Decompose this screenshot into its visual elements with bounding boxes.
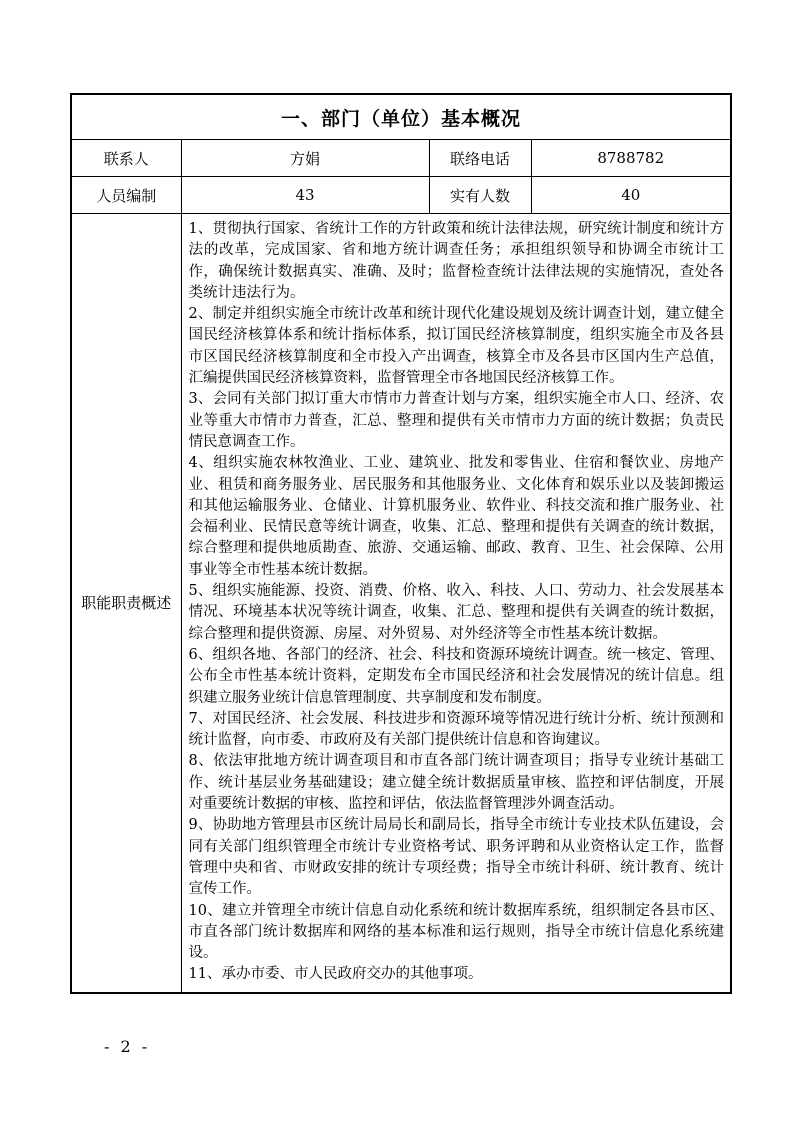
actual-staff-label: 实有人数 <box>429 177 531 214</box>
duty-item: 6、组织各地、各部门的经济、社会、科技和资源环境统计调查。统一核定、管理、公布全市性基本统计资料，定期发布全市国民经济和社会发展情况的统计信息。组织建立服务业统计信息管理制度、共享制度和发布制度。 <box>188 646 725 706</box>
duty-item: 5、组织实施能源、投资、消费、价格、收入、科技、人口、劳动力、社会发展基本情况、环境基本状况等统计调查，收集、汇总、整理和提供有关调查的统计数据，综合整理和提供资源、房屋、对外贸易、对外经济等全市性基本统计数据。 <box>188 583 725 642</box>
duty-item: 2、制定并组织实施全市统计改革和统计现代化建设规划及统计调查计划，建立健全国民经济核算体系和统计指标体系，拟订国民经济核算制度，组织实施全市及各县市区国民经济核算制度和全市投入产出调查，核算全市及各县市区国内生产总值，汇编提供国民经济核算资料，监督管理全市各地国民经济核算工作。 <box>188 306 725 387</box>
phone-label: 联络电话 <box>429 140 531 177</box>
duty-item: 11、承办市委、市人民政府交办的其他事项。 <box>188 966 483 983</box>
duties-label: 职能职责概述 <box>71 214 181 993</box>
contact-value: 方娟 <box>181 140 429 177</box>
duty-item: 4、组织实施农林牧渔业、工业、建筑业、批发和零售业、住宿和餐饮业、房地产业、租赁和商务服务业、居民服务和其他服务业、文化体育和娱乐业以及装卸搬运和其他运输服务业、仓储业、计算机服务业、软件业、科技交流和推广服务业、社会福利业、民情民意等统计调查，收集、汇总、整理和提供有关调查的统计数据，综合整理和提供地质勘查、旅游、交通运输、邮政、教育、卫生、社会保障、公用事业等全市性基本统计数据。 <box>188 455 725 578</box>
contact-label: 联系人 <box>71 140 181 177</box>
staff-quota-value: 43 <box>181 177 429 214</box>
duty-item: 10、建立并管理全市统计信息自动化系统和统计数据库系统，组织制定各县市区、市直各部门统计数据库和网络的基本标准和运行规则，指导全市统计信息化系统建设。 <box>188 902 725 962</box>
actual-staff-value: 40 <box>531 177 731 214</box>
basic-info-table <box>70 93 732 994</box>
page-number: - 2 - <box>104 1037 151 1056</box>
duty-item: 9、协助地方管理县市区统计局局长和副局长，指导全市统计专业技术队伍建设，会同有关部门组织管理全市统计专业资格考试、职务评聘和从业资格认定工作，监督管理中央和省、市财政安排的统计专项经费；指导全市统计科研、统计教育、统计宣传工作。 <box>188 817 725 898</box>
phone-value: 8788782 <box>531 140 731 177</box>
duty-item: 3、会同有关部门拟订重大市情市力普查计划与方案，组织实施全市人口、经济、农业等重大市情市力普查，汇总、整理和提供有关市情市力方面的统计数据；负责民情民意调查工作。 <box>188 391 725 450</box>
table-title: 一、部门（单位）基本概况 <box>71 94 731 140</box>
duty-item: 7、对国民经济、社会发展、科技进步和资源环境等情况进行统计分析、统计预测和统计监督，向市委、市政府及有关部门提供统计信息和咨询建议。 <box>188 710 725 749</box>
duty-item: 1、贯彻执行国家、省统计工作的方针政策和统计法律法规，研究统计制度和统计方法的改革，完成国家、省和地方统计调查任务；承担组织领导和协调全市统计工作，确保统计数据真实、准确、及时；监督检查统计法律法规的实施情况，查处各类统计违法行为。 <box>188 221 725 301</box>
duty-item: 8、依法审批地方统计调查项目和市直各部门统计调查项目；指导专业统计基础工作、统计基层业务基础建设；建立健全统计数据质量审核、监控和评估制度，开展对重要统计数据的审核、监控和评估，依法监督管理涉外调查活动。 <box>188 753 725 813</box>
staff-quota-label: 人员编制 <box>71 177 181 214</box>
duties-content <box>181 214 731 993</box>
